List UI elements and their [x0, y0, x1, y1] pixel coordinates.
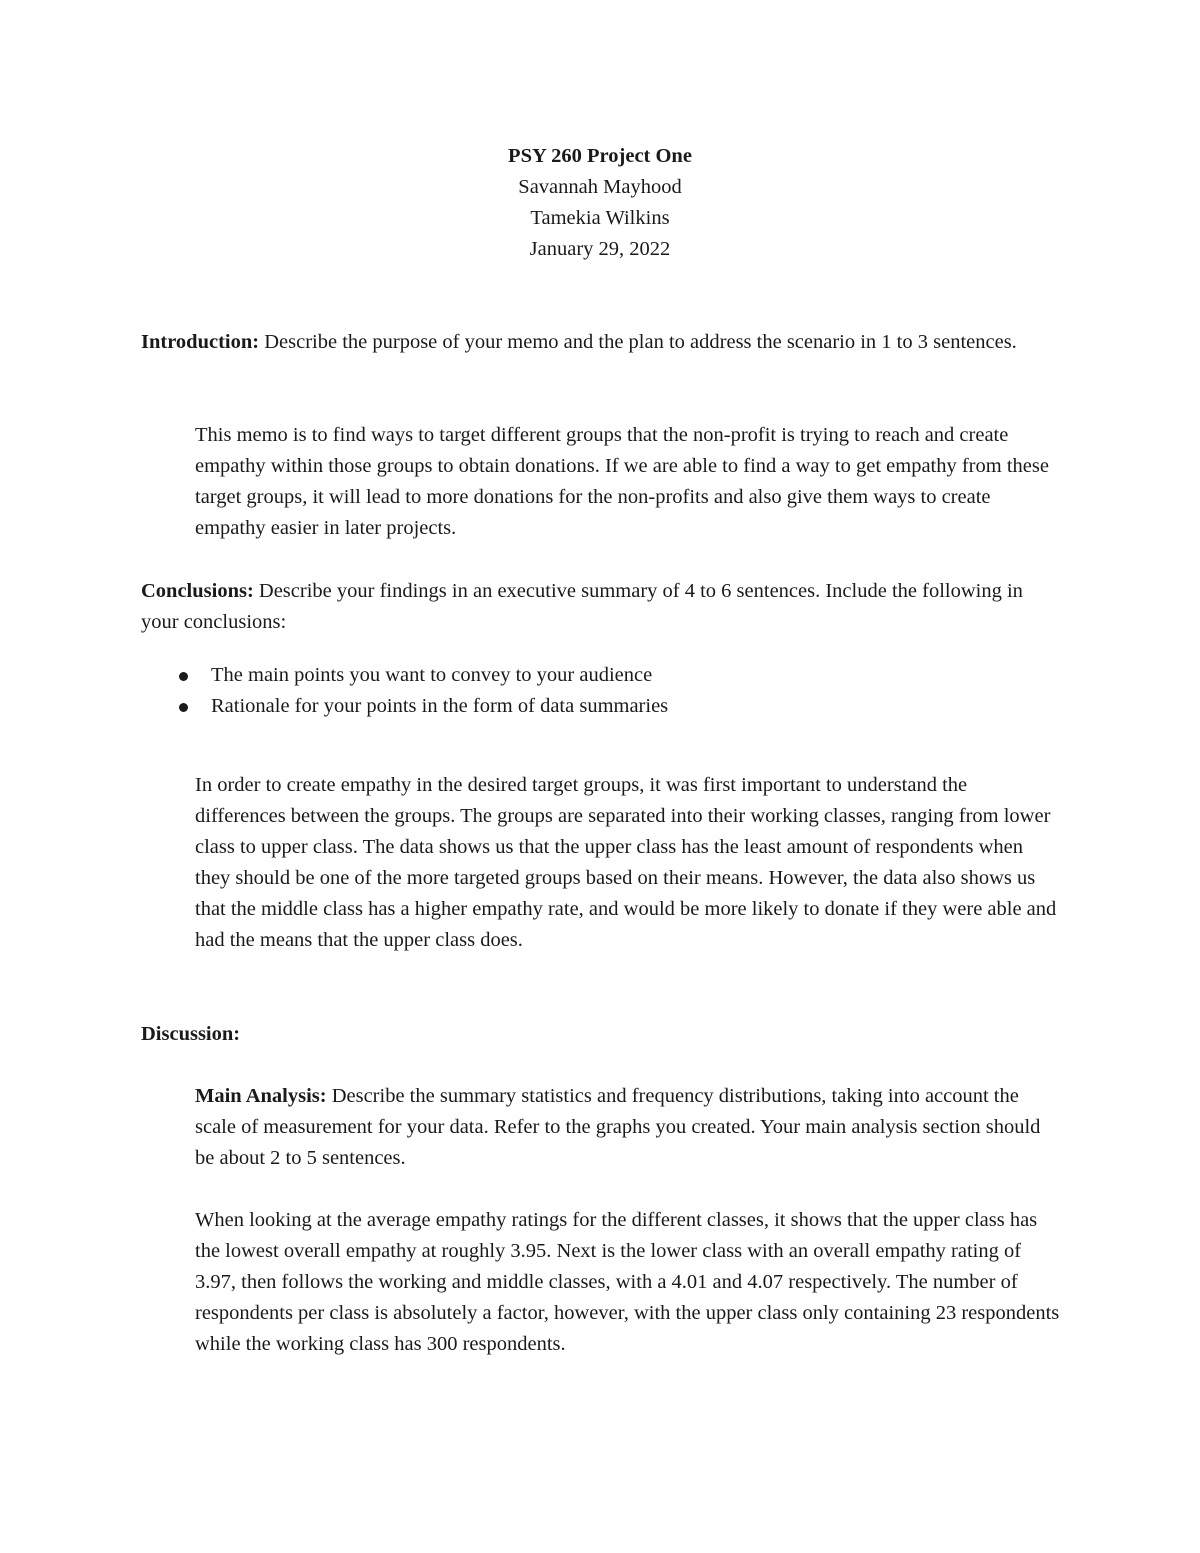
main-analysis-prompt [195, 1081, 1061, 1174]
main-analysis-response: When looking at the average empathy ratings for the different classes, it shows that the upper class has the lowest overall empathy at roughly 3.95. Next is the lower class with an overall empathy rating of 3.97, then follows the working and middle classes, with a 4.01 and 4.07 respectively. The number of respondents per class is absolutely a factor, however, with the upper class only containing 23 respondents while the working class has 300 respondents. [195, 1209, 1060, 1355]
conclusions-prompt-text: Describe your findings in an executive summary of 4 to 6 sentences. Include the following in your conclusions: [141, 580, 1023, 633]
document-date: January 29, 2022 [529, 238, 671, 260]
instructor-name: Tamekia Wilkins [530, 207, 670, 229]
bullet-icon [179, 703, 188, 712]
introduction-prompt-text: Describe the purpose of your memo and the plan to address the scenario in 1 to 3 sentences. [259, 331, 1017, 353]
conclusions-label: Conclusions: [141, 580, 254, 602]
conclusions-prompt [141, 576, 1061, 638]
list-item: Rationale for your points in the form of data summaries [175, 691, 1055, 722]
title-block [0, 141, 1200, 265]
document-title: PSY 260 Project One [508, 145, 692, 167]
bullet-icon [179, 672, 188, 681]
conclusions-response: In order to create empathy in the desired target groups, it was first important to understand the differences between the groups. The groups are separated into their working classes, ranging from lower class to upper class. The data shows us that the upper class has the least amount of respondents when they should be one of the more targeted groups based on their means. However, the data also shows us that the middle class has a higher empathy rate, and would be more likely to donate if they were able and had the means that the upper class does. [195, 774, 1057, 951]
main-analysis-label: Main Analysis: [195, 1085, 327, 1107]
list-item: The main points you want to convey to your audience [175, 660, 1055, 691]
introduction-label: Introduction: [141, 331, 260, 353]
discussion-heading: Discussion: [141, 1023, 241, 1045]
conclusions-bullet-list [175, 660, 1055, 722]
introduction-response: This memo is to find ways to target different groups that the non-profit is trying to reach and create empathy within those groups to obtain donations. If we are able to find a way to get empathy from these target groups, it will lead to more donations for the non-profits and also give them ways to create empathy easier in later projects. [195, 424, 1049, 539]
main-analysis-prompt-text: Describe the summary statistics and frequency distributions, taking into account the scale of measurement for your data. Refer to the graphs you created. Your main analysis section should be about 2 to 5 sentences. [195, 1085, 1041, 1169]
introduction-prompt [141, 327, 1061, 358]
author-name: Savannah Mayhood [518, 176, 682, 198]
